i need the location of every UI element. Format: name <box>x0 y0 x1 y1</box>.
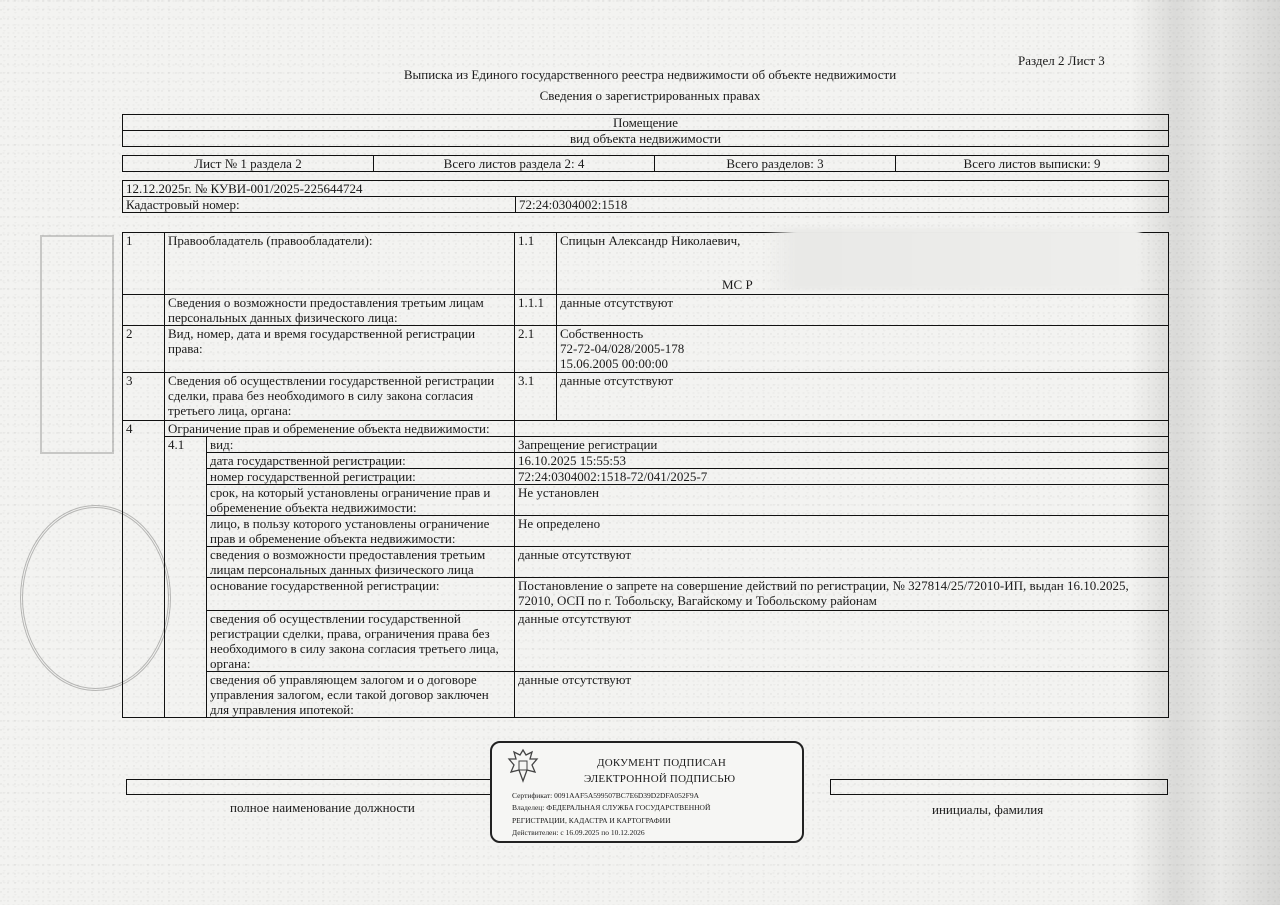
table-row <box>123 578 1169 611</box>
row-subnumber: 1.1 <box>515 233 557 295</box>
section-sheet-label: Раздел 2 Лист 3 <box>1018 53 1105 68</box>
signature-line2: ЭЛЕКТРОННОЙ ПОДПИСЬЮ <box>584 773 736 785</box>
row-subnumber: 3.1 <box>515 373 557 421</box>
table-row <box>123 373 1169 421</box>
total-sheets-section: Всего листов раздела 2: 4 <box>374 156 655 172</box>
table-row <box>123 611 1169 672</box>
row-label: Правообладатель (правообладатели): <box>165 233 515 295</box>
row-label: Сведения о возможности предоставления третьим лицам персональных данных физического лица: <box>165 295 515 326</box>
encumbrance-label: сведения о возможности предоставления третьим лицам персональных данных физического лица <box>207 547 515 578</box>
page-title: Выписка из Единого государственного реестра недвижимости об объекте недвижимости <box>403 67 897 82</box>
table-row <box>123 469 1169 485</box>
table-row <box>123 672 1169 718</box>
row-label: Сведения об осуществлении государственной регистрации сделки, права без необходимого в силу закона согласия третьего лица, органа: <box>165 373 515 421</box>
table-row <box>123 547 1169 578</box>
right-holder-extra: МС Р <box>722 277 753 292</box>
encumbrance-value: данные отсутствуют <box>515 672 1169 718</box>
encumbrance-label: номер государственной регистрации: <box>207 469 515 485</box>
signature-cert: Сертификат: 0091AAF5A599507BC7E6D39D2DFA052F9A <box>512 791 700 800</box>
registration-date: 15.06.2005 00:00:00 <box>560 356 668 371</box>
cadastral-number: 72:24:0304002:1518 <box>516 197 1169 213</box>
signature-line1: ДОКУМЕНТ ПОДПИСАН <box>597 757 727 769</box>
rights-table <box>122 232 1169 718</box>
object-type-table <box>122 114 1169 147</box>
position-caption: полное наименование должности <box>230 800 415 815</box>
table-row <box>123 326 1169 373</box>
electronic-signature-stamp <box>490 741 804 843</box>
signature-owner: Владелец: ФЕДЕРАЛЬНАЯ СЛУЖБА ГОСУДАРСТВЕННОЙ <box>512 803 711 812</box>
encumbrance-value: Запрещение регистрации <box>515 437 1169 453</box>
row-subnumber: 2.1 <box>515 326 557 373</box>
table-row <box>123 421 1169 437</box>
table-row <box>123 453 1169 469</box>
encumbrance-value: данные отсутствуют <box>515 547 1169 578</box>
coat-of-arms-icon <box>506 747 540 787</box>
encumbrance-value: 72:24:0304002:1518-72/041/2025-7 <box>515 469 1169 485</box>
encumbrance-value: Не определено <box>515 516 1169 547</box>
table-row <box>123 295 1169 326</box>
row-number: 2 <box>123 326 165 373</box>
object-type-value: Помещение <box>123 115 1169 131</box>
total-sheets-extract: Всего листов выписки: 9 <box>896 156 1169 172</box>
table-row <box>123 485 1169 516</box>
signature-valid: Действителен: с 16.09.2025 по 10.12.2026 <box>512 828 645 837</box>
row-label: Вид, номер, дата и время государственной регистрации права: <box>165 326 515 373</box>
row-number: 3 <box>123 373 165 421</box>
encumbrance-label: дата государственной регистрации: <box>207 453 515 469</box>
encumbrance-value: 16.10.2025 15:55:53 <box>515 453 1169 469</box>
row-label: Ограничение прав и обременение объекта недвижимости: <box>165 421 515 437</box>
encumbrance-label: сведения об управляющем залогом и о договоре управления залогом, если такой договор заключен для управления ипотекой: <box>207 672 515 718</box>
encumbrance-label: основание государственной регистрации: <box>207 578 515 611</box>
object-type-label: вид объекта недвижимости <box>123 131 1169 147</box>
encumbrance-value: Не установлен <box>515 485 1169 516</box>
total-sections: Всего разделов: 3 <box>655 156 896 172</box>
encumbrance-label: срок, на который установлены ограничение прав и обременение объекта недвижимости: <box>207 485 515 516</box>
cadastral-label: Кадастровый номер: <box>123 197 516 213</box>
row-value: данные отсутствуют <box>557 295 1169 326</box>
sheet-number: Лист № 1 раздела 2 <box>123 156 374 172</box>
row-value: данные отсутствуют <box>557 373 1169 421</box>
row-number: 1 <box>123 233 165 295</box>
document-reference: 12.12.2025г. № КУВИ-001/2025-225644724 <box>123 181 1169 197</box>
registration-number: 72-72-04/028/2005-178 <box>560 341 685 356</box>
table-row <box>123 437 1169 453</box>
signature-owner2: РЕГИСТРАЦИИ, КАДАСТРА И КАРТОГРАФИИ <box>512 816 671 825</box>
row-number: 4 <box>123 421 165 718</box>
row-subnumber: 1.1.1 <box>515 295 557 326</box>
encumbrance-label: вид: <box>207 437 515 453</box>
sheet-info-table <box>122 155 1169 172</box>
right-type: Собственность <box>560 326 644 341</box>
name-caption: инициалы, фамилия <box>932 802 1044 817</box>
vertical-stamp <box>40 235 114 454</box>
cadastral-table <box>122 180 1169 213</box>
encumbrance-value: Постановление о запрете на совершение действий по регистрации, № 327814/25/72010-ИП, выдан 16.10.2025, 72010, ОСП по г. Тобольску, Вагайскому и Тобольскому районам <box>515 578 1169 611</box>
encumbrance-label: лицо, в пользу которого установлены ограничение прав и обременение объекта недвижимости: <box>207 516 515 547</box>
encumbrance-label: сведения об осуществлении государственной регистрации сделки, права, ограничения права без необходимого в силу закона согласия третьего лица, органа: <box>207 611 515 672</box>
row-subnumber: 4.1 <box>165 437 207 718</box>
redaction-blur <box>765 228 1140 290</box>
right-holder-name: Спицын Александр Николаевич, <box>560 233 741 248</box>
encumbrance-value: данные отсутствуют <box>515 611 1169 672</box>
table-row <box>123 516 1169 547</box>
page-subtitle: Сведения о зарегистрированных правах <box>539 88 761 103</box>
